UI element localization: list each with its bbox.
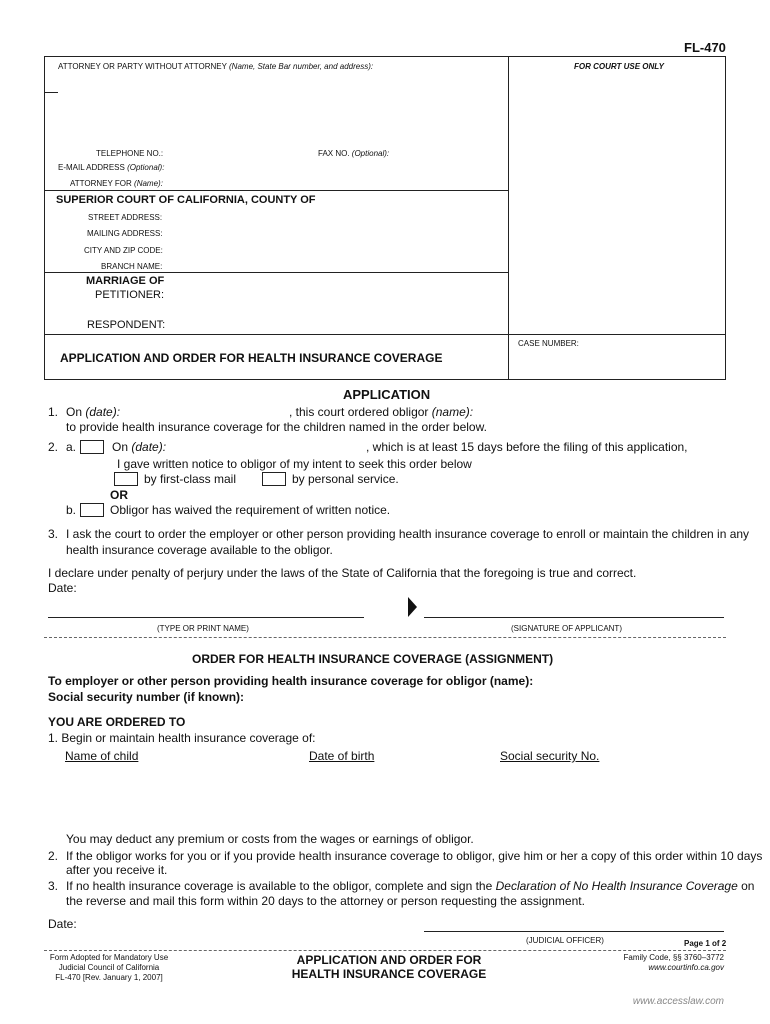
declaration-text: I declare under penalty of perjury under the laws of the State of California that the foregoing is true and correct.	[48, 566, 637, 580]
family-code: Family Code, §§ 3760–3772	[623, 953, 724, 962]
judicial-officer-line	[424, 931, 724, 932]
court-use-divider	[508, 56, 509, 380]
adopted-line3: FL-470 [Rev. January 1, 2007]	[55, 973, 163, 982]
ordered-heading: YOU ARE ORDERED TO	[48, 715, 186, 729]
col-social-security: Social security No.	[500, 749, 600, 763]
court-use-label: FOR COURT USE ONLY	[574, 62, 664, 71]
divider-attorney	[44, 190, 508, 191]
order-ssn: Social security number (if known):	[48, 690, 245, 704]
adopted-line2: Judicial Council of California	[58, 963, 160, 972]
branch-label: BRANCH NAME:	[101, 262, 163, 271]
mailing-label: MAILING ADDRESS:	[87, 229, 163, 238]
watermark: www.accesslaw.com	[632, 996, 724, 1007]
footer-title-line1: APPLICATION AND ORDER FOR	[296, 953, 482, 967]
app-item1-date-label: On (date):	[66, 405, 121, 419]
app-item2-date-label: On (date):	[112, 440, 167, 454]
signature-line	[424, 617, 724, 618]
order-deduct: You may deduct any premium or costs from the wages or earnings of obligor.	[66, 832, 474, 846]
adopted-block	[46, 953, 172, 983]
attorney-label: ATTORNEY OR PARTY WITHOUT ATTORNEY (Name, State Bar number, and address):	[58, 62, 374, 71]
order-item1: 1. Begin or maintain health insurance coverage of:	[48, 731, 316, 745]
divider-parties	[44, 334, 726, 335]
footer-separator	[44, 950, 726, 951]
personal-service-checkbox[interactable]	[262, 472, 286, 486]
app-item2-num: 2.	[48, 440, 59, 454]
app-item2-b-label: b.	[66, 503, 77, 517]
order-item3-num: 3.	[48, 879, 59, 893]
form-title: APPLICATION AND ORDER FOR HEALTH INSURANCE COVERAGE	[60, 351, 443, 365]
col-name-of-child: Name of child	[65, 749, 139, 763]
judicial-officer-caption: (JUDICIAL OFFICER)	[526, 936, 604, 945]
marriage-of-label: MARRIAGE OF	[86, 275, 165, 287]
order-to-employer: To employer or other person providing health insurance coverage for obligor (name):	[48, 674, 534, 688]
divider-court	[44, 272, 508, 273]
footer-title-line2: HEALTH INSURANCE COVERAGE	[291, 967, 487, 981]
app-item2-notice: I gave written notice to obligor of my intent to seek this order below	[117, 457, 472, 471]
case-number-label: CASE NUMBER:	[518, 339, 579, 348]
first-class-mail-label: by first-class mail	[144, 472, 237, 486]
app-item3-line1: I ask the court to order the employer or other person providing health insurance coverage to enroll or maintain the children in any	[66, 527, 750, 541]
app-item1-num: 1.	[48, 405, 59, 419]
email-label: E-MAIL ADDRESS (Optional):	[58, 163, 165, 172]
app-item2-b-text: Obligor has waived the requirement of written notice.	[110, 503, 391, 517]
street-label: STREET ADDRESS:	[88, 213, 163, 222]
attorney-entry-mark	[44, 92, 58, 93]
order-item3-line1: If no health insurance coverage is available to the obligor, complete and sign the Declaration of No Health Insurance Coverage on	[66, 879, 755, 893]
first-class-mail-checkbox[interactable]	[114, 472, 138, 486]
signature-arrow-icon	[408, 597, 417, 617]
court-name: SUPERIOR COURT OF CALIFORNIA, COUNTY OF	[56, 194, 316, 206]
app-item3-line2: health insurance coverage available to the obligor.	[66, 543, 333, 557]
city-zip-label: CITY AND ZIP CODE:	[84, 246, 163, 255]
item2b-checkbox[interactable]	[80, 503, 104, 517]
app-date-label: Date:	[48, 581, 77, 595]
order-date-label: Date:	[48, 917, 77, 931]
code-block	[623, 953, 724, 973]
footer-title	[260, 953, 518, 981]
order-item2-line1: If the obligor works for you or if you provide health insurance coverage to obligor, give him or her a copy of this order within 10 days	[66, 849, 763, 863]
or-label: OR	[110, 488, 128, 502]
order-item2-num: 2.	[48, 849, 59, 863]
attorney-for-label: ATTORNEY FOR (Name):	[70, 179, 163, 188]
adopted-line1: Form Adopted for Mandatory Use	[49, 953, 169, 962]
personal-service-label: by personal service.	[292, 472, 399, 486]
app-item1-text: , this court ordered obligor (name):	[289, 405, 474, 419]
page-number: Page 1 of 2	[684, 939, 727, 948]
order-item3-line2: the reverse and mail this form within 20 days to the attorney or person requesting the assignment.	[66, 894, 585, 908]
order-heading: ORDER FOR HEALTH INSURANCE COVERAGE (ASSIGNMENT)	[192, 652, 554, 666]
respondent-label: RESPONDENT:	[87, 319, 166, 331]
petitioner-label: PETITIONER:	[95, 289, 165, 301]
courtinfo-link[interactable]: www.courtinfo.ca.gov	[648, 963, 724, 972]
application-heading: APPLICATION	[343, 387, 431, 402]
signature-caption: (SIGNATURE OF APPLICANT)	[511, 624, 622, 633]
form-id: FL-470	[684, 40, 726, 55]
order-item2-line2: after you receive it.	[66, 863, 168, 877]
type-name-caption: (TYPE OR PRINT NAME)	[157, 624, 249, 633]
fax-label: FAX NO. (Optional):	[318, 149, 390, 158]
section-separator	[44, 637, 726, 638]
item2a-checkbox[interactable]	[80, 440, 104, 454]
app-item2-text: , which is at least 15 days before the filing of this application,	[366, 440, 688, 454]
telephone-label: TELEPHONE NO.:	[96, 149, 164, 158]
app-item1-line2: to provide health insurance coverage for the children named in the order below.	[66, 420, 487, 434]
col-date-of-birth: Date of birth	[309, 749, 375, 763]
app-item2-a-label: a.	[66, 440, 77, 454]
app-item3-num: 3.	[48, 527, 59, 541]
print-name-line	[48, 617, 364, 618]
